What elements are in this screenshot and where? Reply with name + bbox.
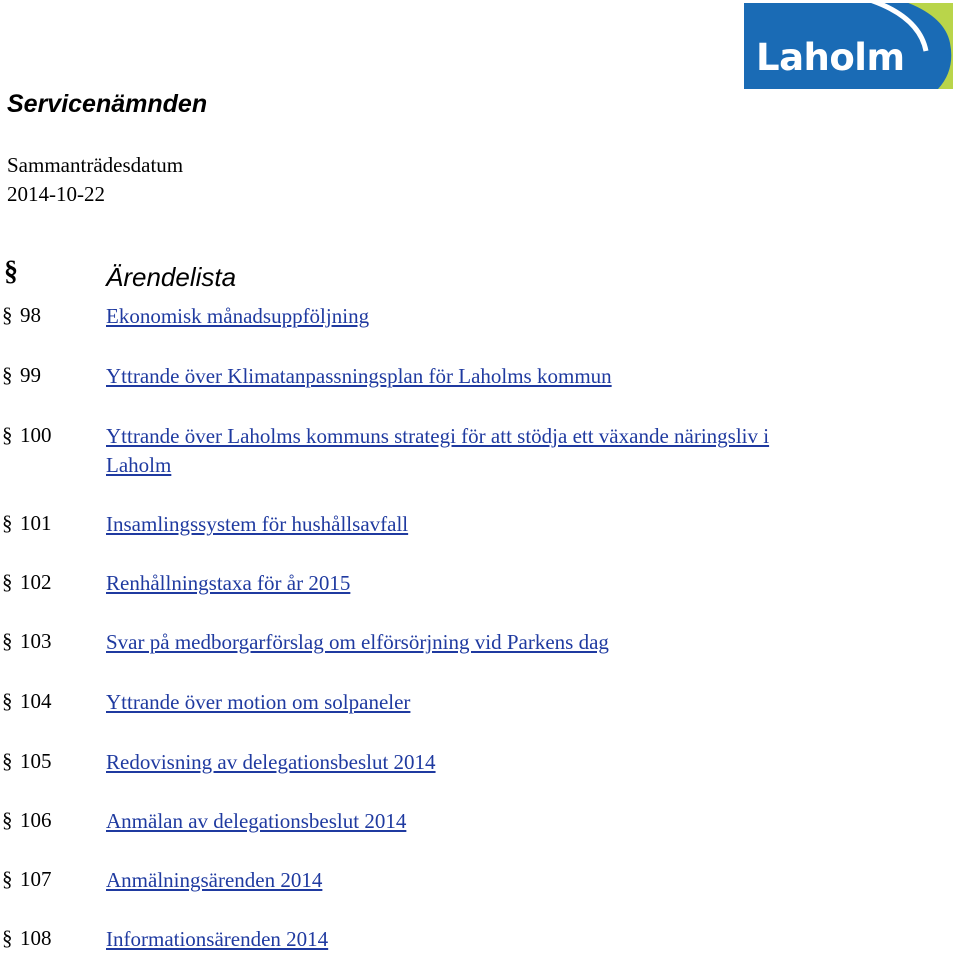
agenda-item-link[interactable]: Informationsärenden 2014 — [106, 927, 329, 951]
agenda-item — [0, 925, 960, 955]
agenda-item-number: 107 — [20, 867, 52, 891]
agenda-item-number: 102 — [20, 570, 52, 594]
paragraph-symbol: § — [2, 689, 13, 713]
agenda-item-number: 99 — [20, 363, 41, 387]
meeting-date: 2014-10-22 — [7, 182, 105, 206]
agenda-item-link[interactable]: Yttrande över Laholms kommuns strategi för att stödja ett växande näringsliv i Laholm — [106, 424, 770, 477]
agenda-item-link[interactable]: Svar på medborgarförslag om elförsörjning vid Parkens dag — [106, 630, 609, 654]
agenda-item-number: 100 — [20, 423, 52, 447]
paragraph-symbol: § — [2, 511, 13, 535]
agenda-item — [0, 807, 960, 837]
agenda-item — [0, 628, 960, 658]
agenda-item-link[interactable]: Anmälningsärenden 2014 — [106, 868, 323, 892]
paragraph-symbol: § — [2, 363, 13, 387]
agenda-item-link[interactable]: Redovisning av delegationsbeslut 2014 — [106, 750, 436, 774]
paragraph-symbol: § — [2, 867, 13, 891]
paragraph-symbol: § — [2, 303, 13, 327]
agenda-item-number: 105 — [20, 749, 52, 773]
agenda-item — [0, 362, 960, 392]
paragraph-symbol: § — [2, 749, 13, 773]
agenda-item-number: 108 — [20, 926, 52, 950]
agenda-title: Ärendelista — [106, 262, 237, 292]
paragraph-symbol: § — [2, 926, 13, 950]
agenda-item-link[interactable]: Yttrande över motion om solpaneler — [106, 690, 411, 714]
paragraph-symbol-heading: § — [4, 256, 18, 287]
committee-name: Servicenämnden — [7, 90, 208, 118]
agenda-item — [0, 866, 960, 896]
paragraph-symbol: § — [2, 808, 13, 832]
paragraph-symbol: § — [2, 570, 13, 594]
agenda-item-number: 103 — [20, 629, 52, 653]
laholm-logo — [744, 3, 953, 89]
agenda-item — [0, 569, 960, 599]
agenda-item-link[interactable]: Yttrande över Klimatanpassningsplan för Laholms kommun — [106, 364, 612, 388]
agenda-item-number: 101 — [20, 511, 52, 535]
agenda-item — [0, 422, 960, 477]
paragraph-symbol: § — [2, 629, 13, 653]
agenda-item — [0, 688, 960, 718]
agenda-item — [0, 748, 960, 778]
agenda-item-number: 106 — [20, 808, 52, 832]
paragraph-symbol: § — [2, 423, 13, 447]
agenda-item-number: 104 — [20, 689, 52, 713]
meeting-date-label: Sammanträdesdatum — [7, 153, 184, 177]
agenda-item-link[interactable]: Ekonomisk månadsuppföljning — [106, 304, 370, 328]
agenda-item-link[interactable]: Insamlingssystem för hushållsavfall — [106, 512, 409, 536]
logo-text: Laholm — [756, 36, 905, 79]
agenda-item-number: 98 — [20, 303, 41, 327]
agenda-item — [0, 510, 960, 540]
agenda-item — [0, 302, 960, 332]
agenda-item-link[interactable]: Anmälan av delegationsbeslut 2014 — [106, 809, 407, 833]
agenda-item-link[interactable]: Renhållningstaxa för år 2015 — [106, 571, 351, 595]
